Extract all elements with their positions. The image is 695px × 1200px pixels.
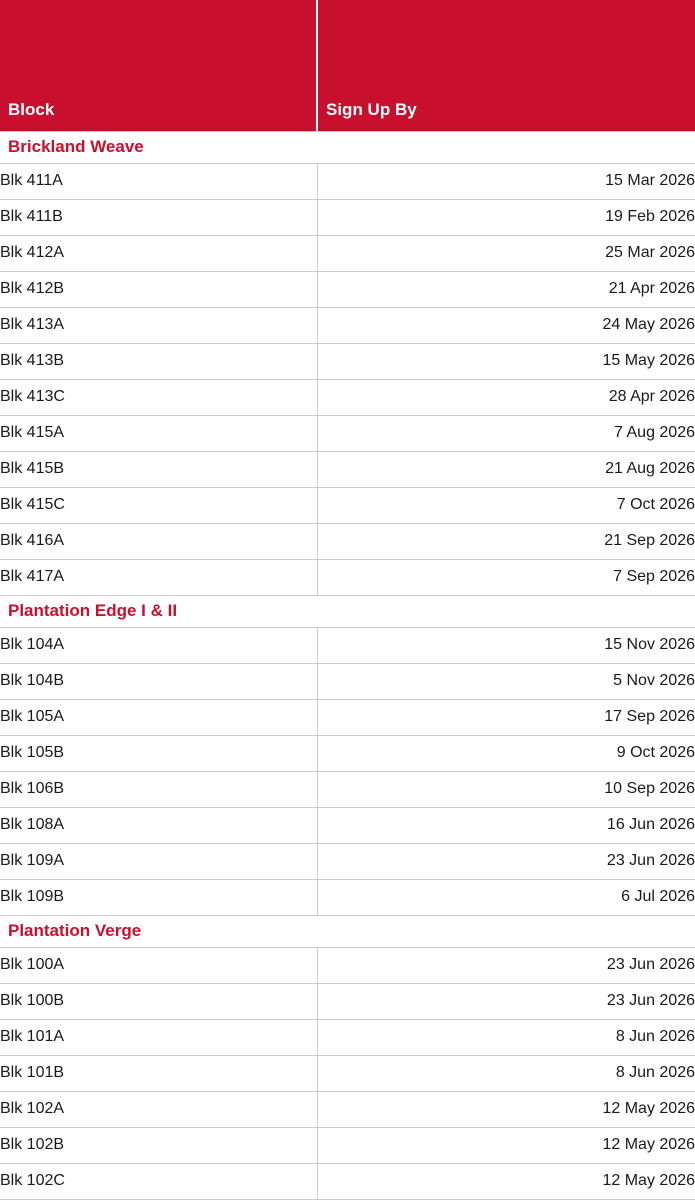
column-header-sign-up-by: Sign Up By: [317, 0, 695, 132]
sign-up-by-cell: 9 Oct 2026: [317, 736, 695, 772]
sign-up-by-cell: 15 Nov 2026: [317, 628, 695, 664]
table-row: [0, 164, 695, 200]
table-row: [0, 1092, 695, 1128]
table-row: [0, 736, 695, 772]
table-row: [0, 560, 695, 596]
table-row: [0, 808, 695, 844]
table-header-row: [0, 0, 695, 132]
sign-up-by-cell: 19 Feb 2026: [317, 200, 695, 236]
table-row: [0, 844, 695, 880]
table-row: [0, 236, 695, 272]
table-row: [0, 1164, 695, 1200]
sign-up-by-cell: 16 Jun 2026: [317, 808, 695, 844]
sign-up-by-cell: 6 Jul 2026: [317, 880, 695, 916]
block-cell: Blk 104B: [0, 664, 317, 700]
column-header-block: Block: [0, 0, 317, 132]
table-row: [0, 984, 695, 1020]
block-cell: Blk 100B: [0, 984, 317, 1020]
sign-up-by-cell: 12 May 2026: [317, 1092, 695, 1128]
table-row: [0, 948, 695, 984]
block-cell: Blk 108A: [0, 808, 317, 844]
block-cell: Blk 413B: [0, 344, 317, 380]
group-name: Plantation Verge: [0, 916, 695, 948]
table-row: [0, 272, 695, 308]
table-row: [0, 628, 695, 664]
block-cell: Blk 102A: [0, 1092, 317, 1128]
sign-up-by-cell: 23 Jun 2026: [317, 984, 695, 1020]
table-row: [0, 700, 695, 736]
sign-up-by-cell: 8 Jun 2026: [317, 1056, 695, 1092]
block-cell: Blk 415B: [0, 452, 317, 488]
block-cell: Blk 106B: [0, 772, 317, 808]
sign-up-by-cell: 12 May 2026: [317, 1164, 695, 1200]
table-row: [0, 1128, 695, 1164]
block-cell: Blk 109A: [0, 844, 317, 880]
group-header-row: [0, 132, 695, 164]
block-cell: Blk 412B: [0, 272, 317, 308]
sign-up-by-cell: 5 Nov 2026: [317, 664, 695, 700]
group-header-row: [0, 596, 695, 628]
table-row: [0, 772, 695, 808]
table-row: [0, 524, 695, 560]
table-row: [0, 452, 695, 488]
block-cell: Blk 105A: [0, 700, 317, 736]
table-row: [0, 200, 695, 236]
block-cell: Blk 411A: [0, 164, 317, 200]
block-cell: Blk 101B: [0, 1056, 317, 1092]
block-cell: Blk 413A: [0, 308, 317, 344]
table-row: [0, 344, 695, 380]
sign-up-by-cell: 7 Sep 2026: [317, 560, 695, 596]
sign-up-by-cell: 7 Oct 2026: [317, 488, 695, 524]
sign-up-by-cell: 12 May 2026: [317, 1128, 695, 1164]
table-row: [0, 416, 695, 452]
table-row: [0, 308, 695, 344]
block-cell: Blk 109B: [0, 880, 317, 916]
block-cell: Blk 411B: [0, 200, 317, 236]
block-cell: Blk 104A: [0, 628, 317, 664]
sign-up-by-cell: 28 Apr 2026: [317, 380, 695, 416]
block-cell: Blk 415A: [0, 416, 317, 452]
sign-up-by-cell: 21 Sep 2026: [317, 524, 695, 560]
block-cell: Blk 100A: [0, 948, 317, 984]
sign-up-by-cell: 23 Jun 2026: [317, 844, 695, 880]
block-cell: Blk 102C: [0, 1164, 317, 1200]
table-row: [0, 1056, 695, 1092]
block-cell: Blk 415C: [0, 488, 317, 524]
sign-up-by-cell: 15 Mar 2026: [317, 164, 695, 200]
block-cell: Blk 101A: [0, 1020, 317, 1056]
block-cell: Blk 413C: [0, 380, 317, 416]
group-header-row: [0, 916, 695, 948]
sign-up-by-cell: 10 Sep 2026: [317, 772, 695, 808]
sign-up-by-cell: 17 Sep 2026: [317, 700, 695, 736]
table-body: [0, 132, 695, 1200]
sign-up-by-cell: 7 Aug 2026: [317, 416, 695, 452]
table-row: [0, 664, 695, 700]
block-cell: Blk 416A: [0, 524, 317, 560]
sign-up-by-cell: 21 Apr 2026: [317, 272, 695, 308]
group-name: Plantation Edge I & II: [0, 596, 695, 628]
sign-up-by-cell: 25 Mar 2026: [317, 236, 695, 272]
group-name: Brickland Weave: [0, 132, 695, 164]
block-cell: Blk 105B: [0, 736, 317, 772]
block-cell: Blk 412A: [0, 236, 317, 272]
sign-up-by-cell: 24 May 2026: [317, 308, 695, 344]
sign-up-by-cell: 21 Aug 2026: [317, 452, 695, 488]
table-row: [0, 880, 695, 916]
table-row: [0, 380, 695, 416]
table-header: [0, 0, 695, 132]
sign-up-by-cell: 23 Jun 2026: [317, 948, 695, 984]
sign-up-by-cell: 8 Jun 2026: [317, 1020, 695, 1056]
table-row: [0, 488, 695, 524]
block-cell: Blk 102B: [0, 1128, 317, 1164]
block-cell: Blk 417A: [0, 560, 317, 596]
table-row: [0, 1020, 695, 1056]
sign-up-by-cell: 15 May 2026: [317, 344, 695, 380]
